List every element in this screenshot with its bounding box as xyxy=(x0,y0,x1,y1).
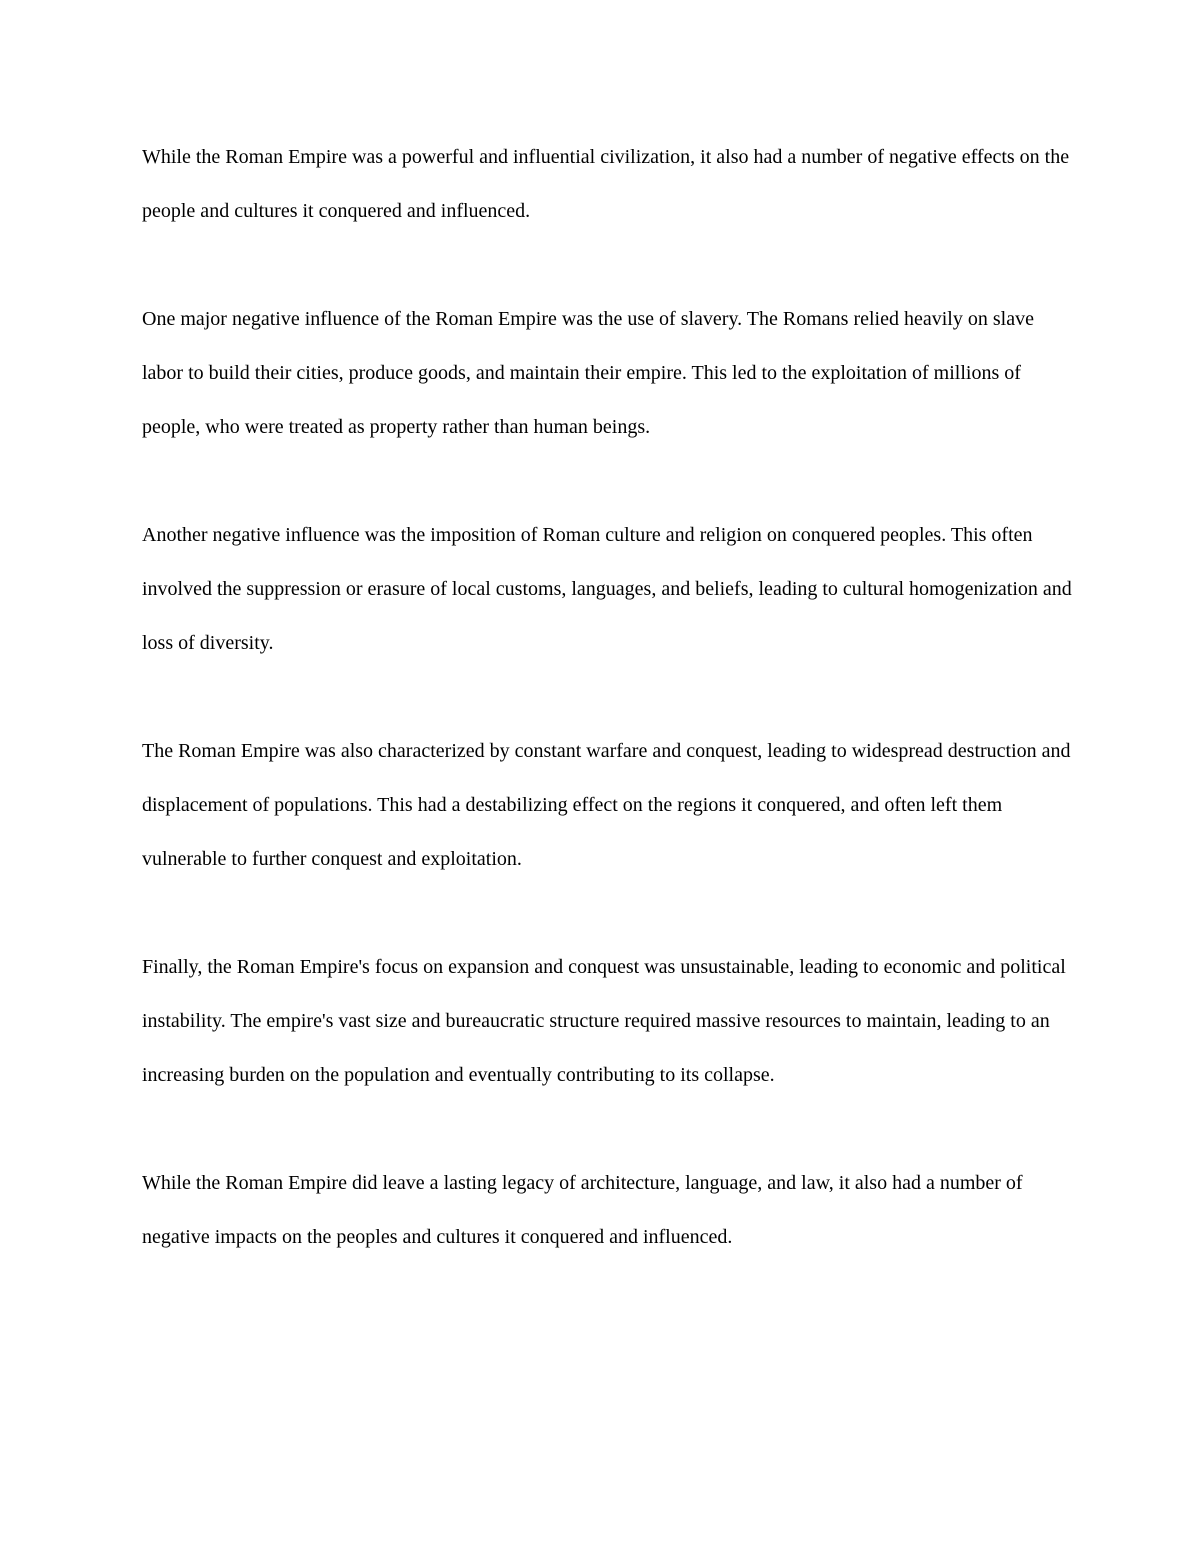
paragraph-5: Finally, the Roman Empire's focus on expansion and conquest was unsustainable, leading to economic and political instability. The empire's vast size and bureaucratic structure required massive resources to maintain, leading to an increasing burden on the population and eventually contributing to its collapse. xyxy=(142,956,1066,1086)
paragraph-4: The Roman Empire was also characterized by constant warfare and conquest, leading to widespread destruction and displacement of populations. This had a destabilizing effect on the regions it conquered, and often left them vulnerable to further conquest and exploitation. xyxy=(142,740,1071,870)
paragraph-3: Another negative influence was the imposition of Roman culture and religion on conquered peoples. This often involved the suppression or erasure of local customs, languages, and beliefs, leading to cultural homogenization and loss of diversity. xyxy=(142,524,1072,654)
paragraph-6: While the Roman Empire did leave a lasting legacy of architecture, language, and law, it also had a number of negative impacts on the peoples and cultures it conquered and influenced. xyxy=(142,1172,1023,1248)
paragraph-2: One major negative influence of the Roman Empire was the use of slavery. The Romans relied heavily on slave labor to build their cities, produce goods, and maintain their empire. This led to the exploitation of millions of people, who were treated as property rather than human beings. xyxy=(142,308,1034,438)
paragraph-1: While the Roman Empire was a powerful and influential civilization, it also had a number of negative effects on the people and cultures it conquered and influenced. xyxy=(142,146,1070,222)
document-body xyxy=(142,130,1072,1264)
